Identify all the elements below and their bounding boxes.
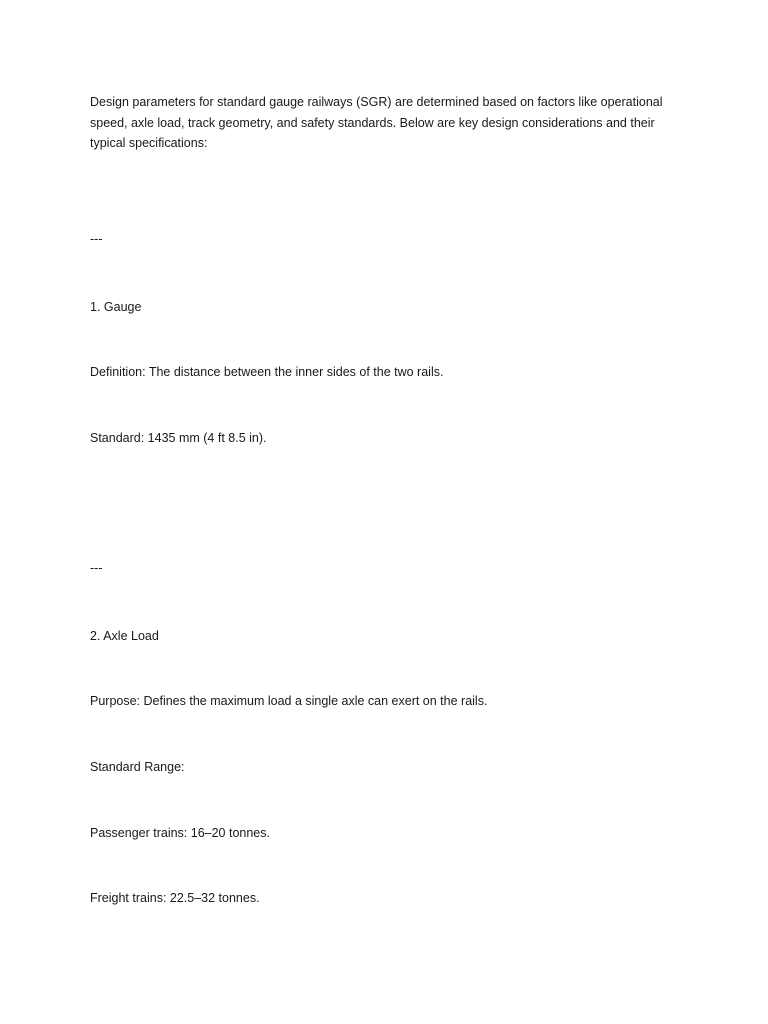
axle-load-passenger: Passenger trains: 16–20 tonnes.: [90, 826, 270, 840]
section-separator: ---: [90, 232, 103, 246]
intro-paragraph: [90, 92, 680, 154]
intro-line: Design parameters for standard gauge railways (SGR) are determined based on factors like operational: [90, 95, 663, 109]
axle-load-standard-range: Standard Range:: [90, 760, 185, 774]
section-separator: ---: [90, 561, 103, 575]
intro-line: speed, axle load, track geometry, and safety standards. Below are key design considerations and their: [90, 115, 655, 130]
axle-load-freight: Freight trains: 22.5–32 tonnes.: [90, 891, 260, 905]
intro-line: typical specifications:: [90, 136, 208, 150]
gauge-standard: Standard: 1435 mm (4 ft 8.5 in).: [90, 431, 267, 445]
axle-load-purpose: Purpose: Defines the maximum load a single axle can exert on the rails.: [90, 694, 488, 708]
gauge-definition: Definition: The distance between the inner sides of the two rails.: [90, 365, 444, 379]
section-heading-axle-load: 2. Axle Load: [90, 629, 159, 643]
section-heading-gauge: 1. Gauge: [90, 300, 142, 314]
